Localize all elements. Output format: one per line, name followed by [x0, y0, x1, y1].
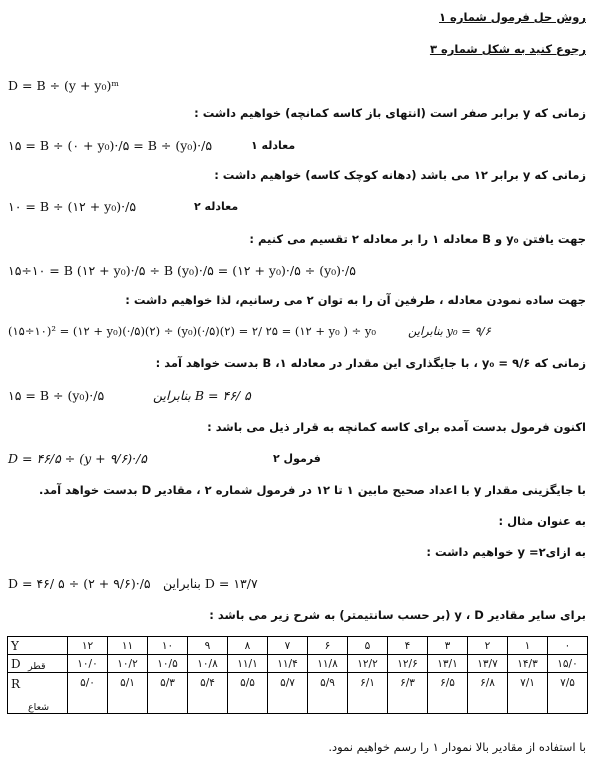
equation-7: D = ۴۶/ ۵ ÷ (۲ + ۹/۶)·/۵ بنابراین D = ۱۳/۷: [8, 576, 258, 591]
equation-5: ۱۵ = B ÷ (y₀)·/۵ بنابراین B = ۴۶/ ۵: [8, 388, 251, 403]
text-line-6: اکنون فرمول بدست آمده برای کاسه کمانچه به قرار ذیل می باشد :: [207, 420, 586, 434]
table-y-cell: ۲: [468, 637, 508, 655]
table-y-cell: ۱۲: [68, 637, 108, 655]
table-r-cell: ۵/۰: [68, 673, 108, 714]
table-r-cell: ۶/۳: [388, 673, 428, 714]
footer-note: با استفاده از مقادیر بالا نمودار ۱ را رسم خواهیم نمود.: [328, 740, 586, 754]
table-d-cell: ۱۲/۶: [388, 655, 428, 673]
table-r-cell: ۵/۳: [148, 673, 188, 714]
equation-1: ۱۵ = B ÷ (۰ + y₀)·/۵ = B ÷ (y₀)·/۵ معادله ۱: [8, 138, 296, 153]
equation-1-label: معادله ۱: [251, 139, 296, 152]
table-y-cell: ۴: [388, 637, 428, 655]
table-d-cell: ۱۰/۵: [148, 655, 188, 673]
text-line-4: جهت ساده نمودن معادله ، طرفین آن را به توان ۲ می رسانیم، لذا خواهیم داشت :: [125, 293, 586, 307]
table-r-cell: ۷/۵: [548, 673, 588, 714]
page-subtitle: رجوع کنید به شکل شماره ۳: [429, 42, 586, 56]
equation-5-result: بنابراین B = ۴۶/ ۵: [153, 388, 251, 403]
table-r-cell: ۶/۵: [428, 673, 468, 714]
table-d-cell: ۱۱/۸: [308, 655, 348, 673]
text-line-7: با جایگزینی مقدار y با اعداد صحیح مابین ۱ تا ۱۲ در فرمول شماره ۲ ، مقادیر D بدست خواهد آمد.: [39, 483, 586, 497]
table-r-cell: ۵/۴: [188, 673, 228, 714]
table-r-cell: ۶/۸: [468, 673, 508, 714]
table-y-cell: ۱: [508, 637, 548, 655]
table-d-cell: ۱۱/۱: [228, 655, 268, 673]
table-d-cell: ۱۲/۲: [348, 655, 388, 673]
table-d-cell: ۱۴/۳: [508, 655, 548, 673]
table-r-header: [8, 673, 68, 714]
table-y-cell: ۱۱: [108, 637, 148, 655]
table-r-cell: ۵/۹: [308, 673, 348, 714]
table-y-cell: ۸: [228, 637, 268, 655]
table-y-cell: ۷: [268, 637, 308, 655]
equation-6: D = ۴۶/۵ ÷ (y + ۹/۶)·/۵ فرمول ۲: [8, 451, 321, 466]
table-row-d: [8, 655, 588, 673]
table-d-cell: ۱۵/۰: [548, 655, 588, 673]
equation-2-label: معادله ۲: [194, 200, 239, 213]
table-d-cell: ۱۳/۷: [468, 655, 508, 673]
values-table: [7, 636, 588, 714]
table-r-label: R: [11, 677, 21, 691]
table-row-y: [8, 637, 588, 655]
equation-7-result: بنابراین D = ۱۳/۷: [163, 576, 258, 591]
table-r-cell: ۷/۱: [508, 673, 548, 714]
table-y-cell: ۶: [308, 637, 348, 655]
table-d-sublabel: قطر: [28, 661, 46, 672]
table-y-label: Y: [11, 638, 19, 653]
equation-4: (۱۵÷۱۰)² = (۱۲ + y₀)(·/۵)(۲) ÷ (y₀)(·/۵)(۲) = ۲/ ۲۵ = (۱۲ + y₀ ) ÷ y₀ بنابراین y₀ = ۹/۶: [8, 324, 491, 338]
table-d-cell: ۱۳/۱: [428, 655, 468, 673]
table-d-header: [8, 655, 68, 673]
table-y-cell: ۹: [188, 637, 228, 655]
table-d-cell: ۱۰/۰: [68, 655, 108, 673]
table-d-cell: ۱۰/۲: [108, 655, 148, 673]
table-row-r: [8, 673, 588, 714]
table-r-cell: ۵/۵: [228, 673, 268, 714]
table-d-label: D: [11, 656, 21, 671]
table-r-cell: ۶/۱: [348, 673, 388, 714]
equation-6-label: فرمول ۲: [273, 452, 321, 465]
table-y-cell: ۱۰: [148, 637, 188, 655]
equation-2: ۱۰ = B ÷ (۱۲ + y₀)·/۵ معادله ۲: [8, 199, 239, 214]
text-line-3: جهت یافتن y₀ و B معادله ۱ را بر معادله ۲ تقسیم می کنیم :: [249, 232, 586, 246]
table-y-header: [8, 637, 68, 655]
table-y-cell: ۰: [548, 637, 588, 655]
text-line-8: به عنوان مثال :: [498, 514, 586, 528]
equation-4-result: بنابراین y₀ = ۹/۶: [408, 324, 491, 338]
formula-main: D = B ÷ (y + y₀)ᵐ: [8, 78, 120, 93]
table-y-cell: ۳: [428, 637, 468, 655]
table-r-sublabel: شعاع: [28, 702, 50, 713]
equation-3: ۱۵÷۱۰ = B (۱۲ + y₀)·/۵ ÷ B (y₀)·/۵ = (۱۲ + y₀)·/۵ ÷ (y₀)·/۵: [8, 263, 356, 278]
text-line-2: زمانی که y برابر ۱۲ می باشد (دهانه کوچک کاسه) خواهیم داشت :: [214, 168, 586, 182]
text-line-9: به ازای۲= y خواهیم داشت :: [426, 545, 586, 559]
table-y-cell: ۵: [348, 637, 388, 655]
text-line-1: زمانی که y برابر صفر است (انتهای باز کاسه کمانچه) خواهیم داشت :: [194, 106, 586, 120]
table-d-cell: ۱۱/۴: [268, 655, 308, 673]
table-r-cell: ۵/۱: [108, 673, 148, 714]
text-line-5: زمانی که ۹/۶ = y₀ ، با جایگذاری این مقدار در معادله ۱، B بدست خواهد آمد :: [155, 356, 586, 370]
page-title: روش حل فرمول شماره ۱: [439, 10, 586, 24]
table-d-cell: ۱۰/۸: [188, 655, 228, 673]
table-r-cell: ۵/۷: [268, 673, 308, 714]
text-line-10: برای سایر مقادیر y ، D (بر حسب سانتیمتر) به شرح زیر می باشد :: [209, 608, 586, 622]
